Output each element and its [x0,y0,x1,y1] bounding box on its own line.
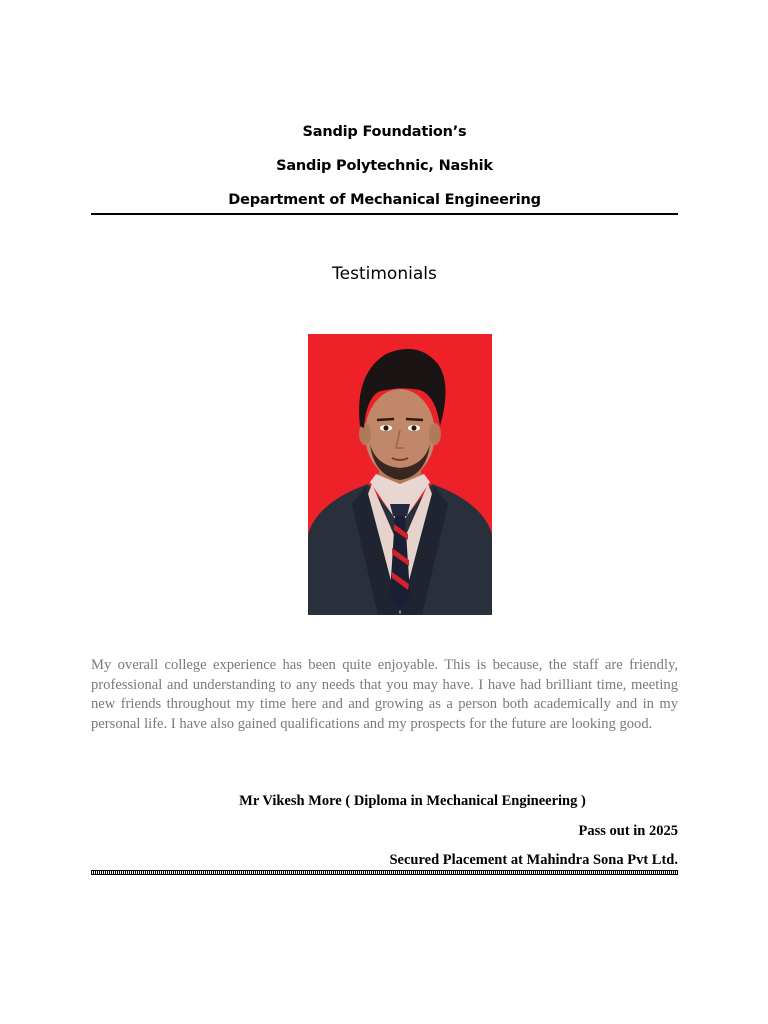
institute-name: Sandip Polytechnic, Nashik [276,158,493,174]
page-title: Testimonials [332,264,437,284]
footer-divider [91,870,678,875]
student-name: Mr Vikesh More ( Diploma in Mechanical Engineering ) [239,793,586,809]
testimonial-text: My overall college experience has been quite enjoyable. This is because, the staff are friendly, professional and understanding to any needs that you may have. I have had brilliant time, meeting new friends throughout my time here and and growing as a person both academically and in my personal life. I have also gained qualifications and my prospects for the future are looking good. [91,657,678,732]
passout-year: Pass out in 2025 [578,823,678,839]
foundation-name: Sandip Foundation’s [302,124,467,140]
portrait-illustration [308,334,492,615]
student-photo [308,334,492,615]
department-name: Department of Mechanical Engineering [228,192,541,208]
placement-info: Secured Placement at Mahindra Sona Pvt Ltd. [389,852,678,868]
header-divider [91,213,678,215]
